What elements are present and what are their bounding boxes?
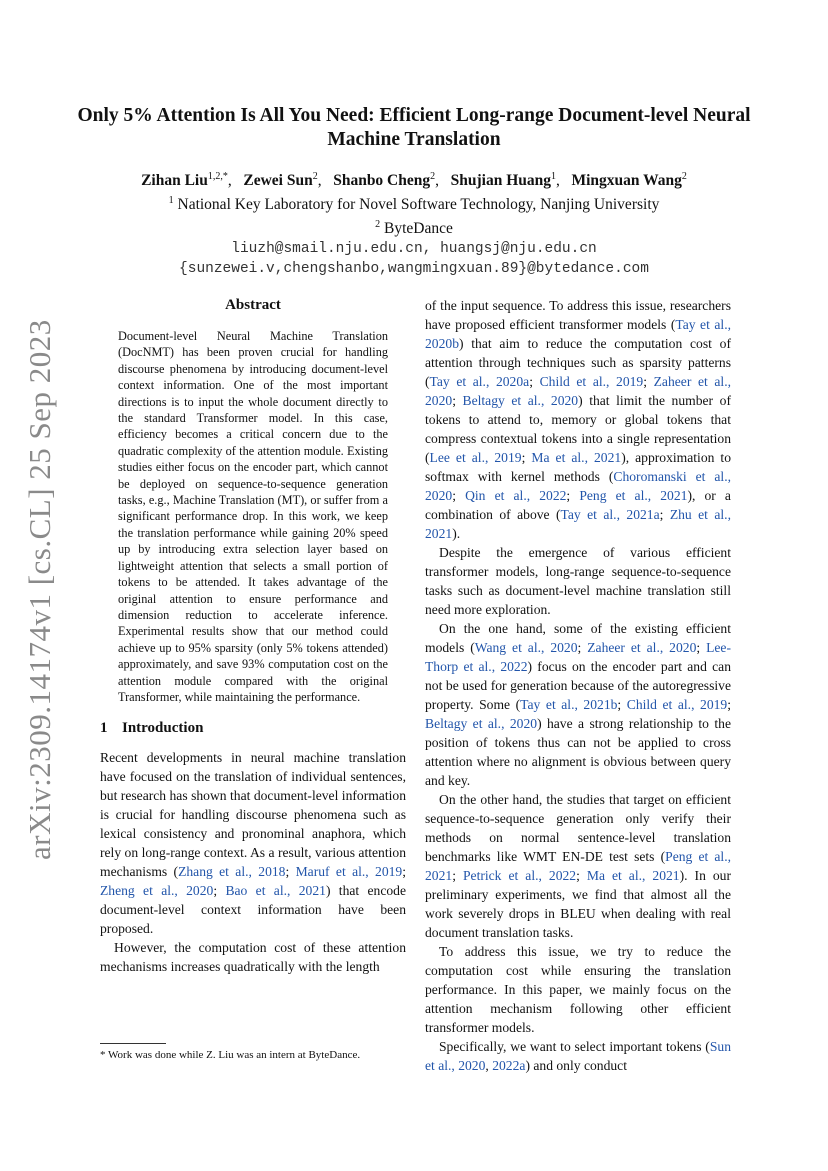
citation-link[interactable]: 2022a — [492, 1058, 526, 1073]
paragraph: However, the computation cost of these attention mechanisms increases quadratically with the length — [100, 940, 406, 975]
citation-link[interactable]: Zaheer et al., 2020 — [587, 640, 697, 655]
citation-link[interactable]: Beltagy et al., 2020 — [462, 393, 579, 408]
citation-link[interactable]: Zhu et al., 2021 — [425, 507, 731, 541]
citation-link[interactable]: Lee-Thorp et al., 2022 — [425, 640, 731, 674]
arxiv-stamp-text: arXiv:2309.14174v1 [cs.CL] 25 Sep 2023 — [22, 319, 57, 860]
citation-link[interactable]: Zheng et al., 2020 — [100, 883, 214, 899]
author-name: Zihan Liu — [141, 172, 208, 190]
citation-link[interactable]: Sun et al., 2020 — [425, 1039, 731, 1073]
paragraph: To address this issue, we try to reduce the computation cost while ensuring the translation performance. In this paper, we mainly focus on the attention mechanism following other efficient transformer models. — [425, 944, 731, 1035]
citation-link[interactable]: Tay et al., 2020b — [425, 317, 731, 351]
affiliation — [40, 191, 788, 215]
author-affil-mark: 1 — [551, 171, 556, 182]
citation-link[interactable]: Bao et al., 2021 — [225, 883, 326, 899]
author-name: Zewei Sun — [243, 172, 313, 190]
citation-link[interactable]: Choromanski et al., 2020 — [425, 469, 731, 503]
author-name: Shanbo Cheng — [333, 172, 431, 190]
email-line: {sunzewei.v,chengshanbo,wangmingxuan.89}@bytedance.com — [179, 261, 649, 278]
citation-link[interactable]: Zaheer et al., 2020 — [425, 374, 731, 408]
left-column — [100, 296, 406, 976]
section-title: Introduction — [122, 720, 204, 737]
affiliation — [40, 215, 788, 239]
section-number: 1 — [100, 720, 108, 737]
citation-link[interactable]: Ma et al., 2021 — [586, 868, 680, 883]
author-affil-mark: 2 — [312, 171, 318, 182]
author-list: Zihan Liu$^{1,2,*}$, Zewei Sun$^2$, Shanbo Cheng$^2$, Shujian Huang$^1$, Mingxuan Wang$^2$ — [141, 171, 687, 190]
paragraph: Specifically, we want to select important tokens (Sun et al., 2020, 2022a) and only conduct — [425, 1039, 731, 1073]
paragraph: Despite the emergence of various efficient transformer models, long-range sequence-to-sequence tasks such as document-level machine translation still need more exploration. — [425, 545, 731, 617]
citation-link[interactable]: Maruf et al., 2019 — [295, 864, 403, 880]
paragraph: On the one hand, some of the existing efficient models (Wang et al., 2020; Zaheer et al., 2020; Lee-Thorp et al., 2022) focus on the encoder part and can not be used for generation because of the autoregressive property. Some (Tay et al., 2021b; Child et al., 2019; Beltagy et al., 2020) have a strong relationship to the position of tokens thus can not be applied to cross attention where no alignment is obvious between query and key. — [425, 621, 731, 788]
abstract-text: Document-level Neural Machine Translation (DocNMT) has been proven crucial for handling discourse phenomena by introducing document-level context information. One of the most important directions is to input the whole document directly to the standard Transformer model. In this case, efficiency becomes a critical concern due to the quadratic complexity of the attention module. Existing studies either focus on the encoder part, which cannot be deployed on sequence-to-sequence generation tasks, e.g., Machine Translation (MT), or suffer from a significant performance drop. In this work, we keep the translation performance while gaining 20% speed up by introducing extra selection layer based on lightweight attention that selects a small portion of tokens to be attended. It takes advantage of the original attention to ensure performance and dimension reduction to accelerate inference. Experimental results show that our method could achieve up to 95% sparsity (only 5% tokens attended) approximately, and save 93% computation cost on the attention module compared with the original Transformer, while maintaining the performance. — [118, 329, 388, 704]
paper-title: Only 5% Attention Is All You Need: Efficient Long-range Document-level Neural Machine Translation — [77, 105, 751, 150]
citation-link[interactable]: Peng et al., 2021 — [425, 849, 732, 883]
citation-link[interactable]: Ma et al., 2021 — [531, 450, 622, 465]
right-column — [425, 296, 731, 1075]
footnote: * Work was done while Z. Liu was an intern at ByteDance. — [100, 1049, 361, 1061]
citation-link[interactable]: Tay et al., 2021a — [560, 507, 660, 522]
author-name: Mingxuan Wang — [571, 172, 682, 190]
citation-link[interactable]: Peng et al., 2021 — [579, 488, 688, 503]
paragraph: Recent developments in neural machine translation have focused on the translation of individual sentences, but research has shown that document-level information is crucial for handling discourse phenomena such as lexical consistency and pronominal anaphora, which rely on long-range context. As a result, various attention mechanisms (Zhang et al., 2018; Maruf et al., 2019; Zheng et al., 2020; Bao et al., 2021) that encode document-level context information have been proposed. — [100, 750, 406, 937]
affiliation-mark: 1 — [168, 195, 174, 207]
email-line: liuzh@smail.nju.edu.cn, huangsj@nju.edu.cn — [231, 241, 597, 258]
footnote-divider — [100, 1043, 166, 1044]
citation-link[interactable]: Qin et al., 2022 — [465, 488, 567, 503]
affiliation-text: National Key Laboratory for Novel Software Technology, Nanjing University — [177, 196, 660, 214]
paragraph: of the input sequence. To address this issue, researchers have proposed efficient transformer models (Tay et al., 2020b) that aim to reduce the computation cost of attention through techniques such as sparsity patterns (Tay et al., 2020a; Child et al., 2019; Zaheer et al., 2020; Beltagy et al., 2020) that limit the number of tokens to attend to, memory or global tokens that compress contextual tokens into a single representation (Lee et al., 2019; Ma et al., 2021), approximation to softmax with kernel methods (Choromanski et al., 2020; Qin et al., 2022; Peng et al., 2021), or a combination of above (Tay et al., 2021a; Zhu et al., 2021). — [425, 298, 732, 541]
citation-link[interactable]: Tay et al., 2021b — [520, 697, 618, 712]
author-name: Shujian Huang — [450, 172, 551, 190]
citation-link[interactable]: Wang et al., 2020 — [474, 640, 578, 655]
paragraph: On the other hand, the studies that target on efficient sequence-to-sequence generation only verify their methods on normal sentence-level translation benchmarks like WMT EN-DE test sets (Peng et al., 2021; Petrick et al., 2022; Ma et al., 2021). In our preliminary experiments, we find that almost all the work severely drops in BLEU when dealing with real document translation tasks. — [425, 792, 732, 940]
affiliation-text: ByteDance — [384, 220, 453, 238]
author-affil-mark: 1,2,* — [207, 171, 228, 182]
citation-link[interactable]: Zhang et al., 2018 — [178, 864, 286, 880]
citation-link[interactable]: Petrick et al., 2022 — [462, 868, 577, 883]
citation-link[interactable]: Child et al., 2019 — [626, 697, 728, 712]
author-block — [40, 167, 788, 279]
section-heading — [100, 719, 406, 738]
citation-link[interactable]: Tay et al., 2020a — [429, 374, 530, 389]
arxiv-stamp — [22, 319, 62, 860]
author-affil-mark: 2 — [430, 171, 436, 182]
citation-link[interactable]: Lee et al., 2019 — [429, 450, 522, 465]
citation-link[interactable]: Beltagy et al., 2020 — [425, 716, 538, 731]
abstract-heading: Abstract — [225, 297, 281, 313]
affiliation-mark: 2 — [375, 219, 381, 231]
author-affil-mark: 2 — [681, 171, 687, 182]
citation-link[interactable]: Child et al., 2019 — [539, 374, 644, 389]
